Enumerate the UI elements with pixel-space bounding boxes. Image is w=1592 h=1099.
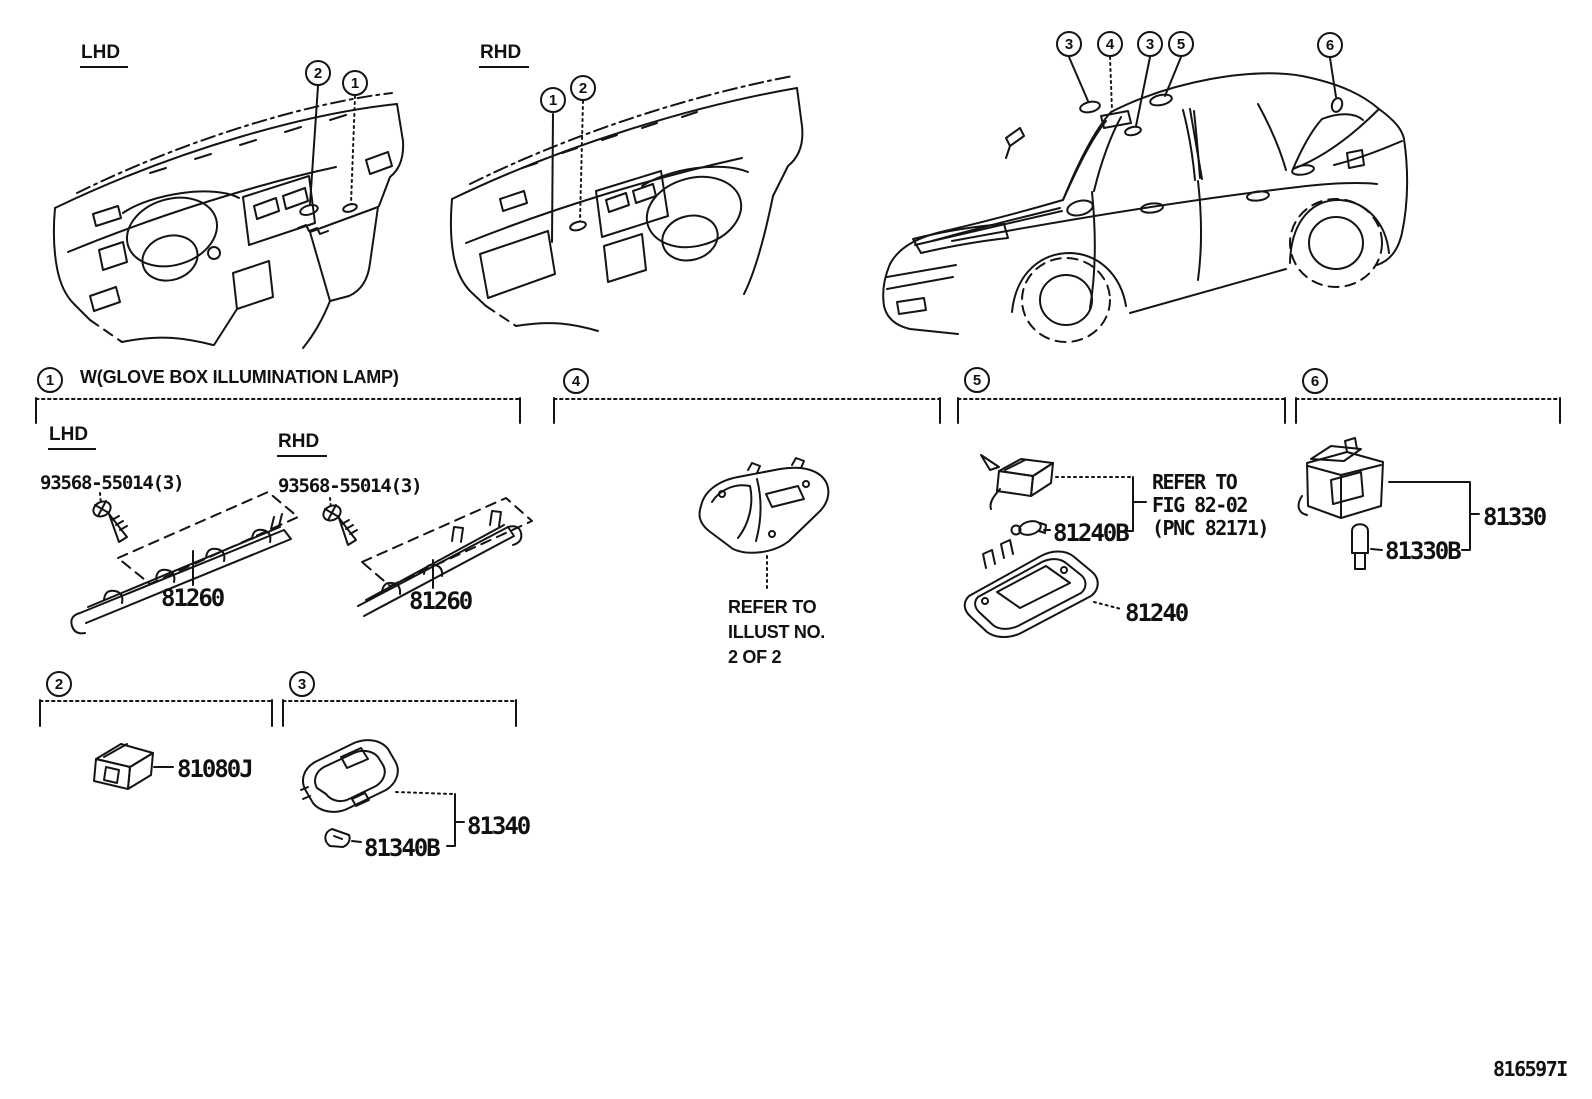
part-number-81240b: 81240B — [1053, 519, 1128, 547]
car-drawing — [883, 57, 1407, 342]
diagram-code: 816597I — [1493, 1057, 1567, 1081]
console-lamp-drawing — [94, 744, 173, 789]
callout-circle: 5 — [1168, 31, 1194, 57]
dash-rhd-drawing — [451, 76, 802, 331]
section-brackets — [36, 398, 1560, 726]
section-number-circle: 6 — [1302, 368, 1328, 394]
section-number-circle: 2 — [46, 671, 72, 697]
part-number-81240: 81240 — [1125, 599, 1188, 627]
refer-note-fig-line1: REFER TO — [1152, 470, 1237, 494]
part-number-81330b: 81330B — [1385, 537, 1460, 565]
section-number-circle: 4 — [563, 368, 589, 394]
dash-rhd-view-label: RHD — [479, 42, 529, 68]
dash-lhd-view-label: LHD — [80, 42, 128, 68]
part-number-81080j: 81080J — [177, 755, 252, 783]
glove-lamp-lhd-drawing — [71, 492, 298, 633]
part-number-81260-rhd: 81260 — [409, 587, 472, 615]
callout-circle: 3 — [1137, 31, 1163, 57]
refer-note-illust-line1: REFER TO — [728, 597, 817, 617]
map-lamp-drawing — [700, 458, 829, 592]
refer-note-illust-line3: 2 OF 2 — [728, 647, 782, 667]
part-number-screw-lhd: 93568-55014(3) — [40, 472, 184, 494]
callout-circle: 1 — [342, 70, 368, 96]
refer-note-illust-line2: ILLUST NO. — [728, 622, 825, 642]
callout-circle: 3 — [1056, 31, 1082, 57]
dash-lhd-drawing — [54, 86, 403, 348]
glove-box-section-title: W(GLOVE BOX ILLUMINATION LAMP) — [80, 367, 399, 387]
section-number-circle: 1 — [37, 367, 63, 393]
callout-circle: 2 — [305, 60, 331, 86]
glove-box-lhd-label: LHD — [48, 424, 96, 450]
part-number-81340b: 81340B — [364, 834, 439, 862]
dome-lamp-drawing — [301, 740, 464, 847]
part-number-screw-rhd: 93568-55014(3) — [278, 475, 422, 497]
glove-box-rhd-label: RHD — [277, 431, 327, 457]
callout-circle: 4 — [1097, 31, 1123, 57]
part-number-81260-lhd: 81260 — [161, 584, 224, 612]
callout-circle: 1 — [540, 87, 566, 113]
refer-note-fig-line3: (PNC 82171) — [1152, 516, 1268, 540]
refer-note-fig-line2: FIG 82-02 — [1152, 493, 1247, 517]
callout-circle: 6 — [1317, 32, 1343, 58]
section-number-circle: 5 — [964, 367, 990, 393]
part-number-81340: 81340 — [467, 812, 530, 840]
section-number-circle: 3 — [289, 671, 315, 697]
callout-circle: 2 — [570, 75, 596, 101]
part-number-81330: 81330 — [1483, 503, 1546, 531]
